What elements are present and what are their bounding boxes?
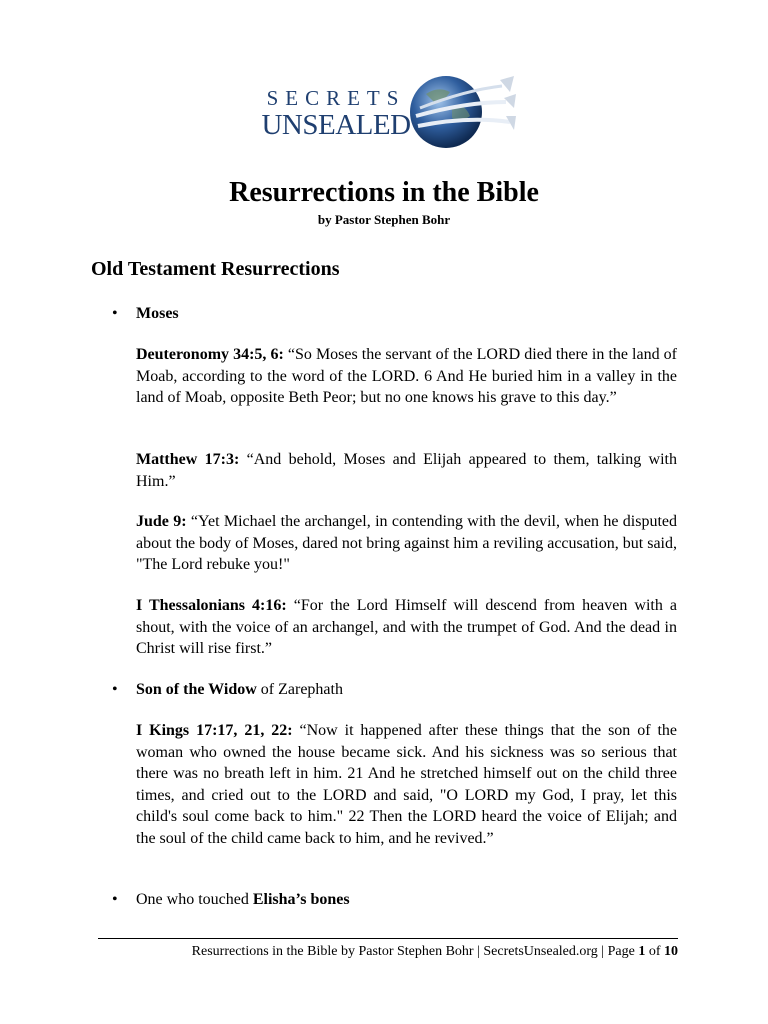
bullet-label: Son of the Widow <box>136 681 257 698</box>
footer-divider <box>98 938 678 939</box>
footer-text: Resurrections in the Bible by Pastor Stephen Bohr | SecretsUnsealed.org | Page <box>191 944 639 959</box>
bullet-pre: One who touched <box>136 891 253 908</box>
list-item-moses <box>112 304 179 324</box>
scripture-passage <box>136 511 677 576</box>
bullet-rest: of Zarephath <box>256 681 343 698</box>
bullet-icon: • <box>112 891 118 908</box>
footer-page-total: 10 <box>664 944 678 959</box>
scripture-passage <box>136 449 677 492</box>
footer-of: of <box>645 944 664 959</box>
globe-with-trumpets-icon <box>406 72 518 150</box>
section-heading: Old Testament Resurrections <box>91 258 340 280</box>
document-title: Resurrections in the Bible <box>229 177 539 208</box>
scripture-reference: I Kings 17:17, 21, 22: <box>136 722 293 739</box>
scripture-text: “For the Lord Himself will descend from heaven with a shout, with the voice of an archangel, and with the trumpet of God. And the dead in Christ will rise first.” <box>136 597 677 657</box>
scripture-reference: Jude 9: <box>136 513 187 530</box>
scripture-text: “And behold, Moses and Elijah appeared to them, talking with Him.” <box>136 451 678 490</box>
scripture-text: “Yet Michael the archangel, in contending with the devil, when he disputed about the body of Moses, dared not bring against him a reviling accusation, but said, "The Lord rebuke you!" <box>136 513 677 573</box>
scripture-passage <box>136 344 677 409</box>
bullet-label: Moses <box>136 305 179 322</box>
page-footer <box>192 943 678 961</box>
bullet-label: Elisha’s bones <box>252 891 350 908</box>
logo-wordmark <box>256 86 416 140</box>
logo-line-secrets: SECRETS <box>266 86 406 110</box>
bullet-icon: • <box>112 305 118 322</box>
secrets-unsealed-logo <box>256 72 518 150</box>
scripture-reference: Matthew 17:3: <box>136 451 240 468</box>
list-item-elisha <box>112 890 350 910</box>
footer-page-number: 1 <box>638 944 646 959</box>
scripture-text: “So Moses the servant of the LORD died there in the land of Moab, according to the word of the LORD. 6 And He buried him in a valley in the land of Moab, opposite Beth Peor; but no one knows his grave to this day.” <box>136 346 677 406</box>
logo-line-unsealed: UNSEALED <box>261 109 411 141</box>
list-item-widow <box>112 680 343 700</box>
scripture-reference: I Thessalonians 4:16: <box>136 597 287 614</box>
scripture-passage <box>136 720 677 849</box>
bullet-icon: • <box>112 681 118 698</box>
scripture-passage <box>136 595 677 660</box>
scripture-reference: Deuteronomy 34:5, 6: <box>136 346 284 363</box>
byline: by Pastor Stephen Bohr <box>317 212 451 227</box>
scripture-text: “Now it happened after these things that the son of the woman who owned the house became sick. And his sickness was so serious that there was no breath left in him. 21 And he stretched himself out on the child three times, and cried out to the LORD and said, "O LORD my God, I pray, let this child's soul come back to him." 22 Then the LORD heard the voice of Elijah; and the soul of the child came back to him, and he revived.” <box>136 722 678 847</box>
